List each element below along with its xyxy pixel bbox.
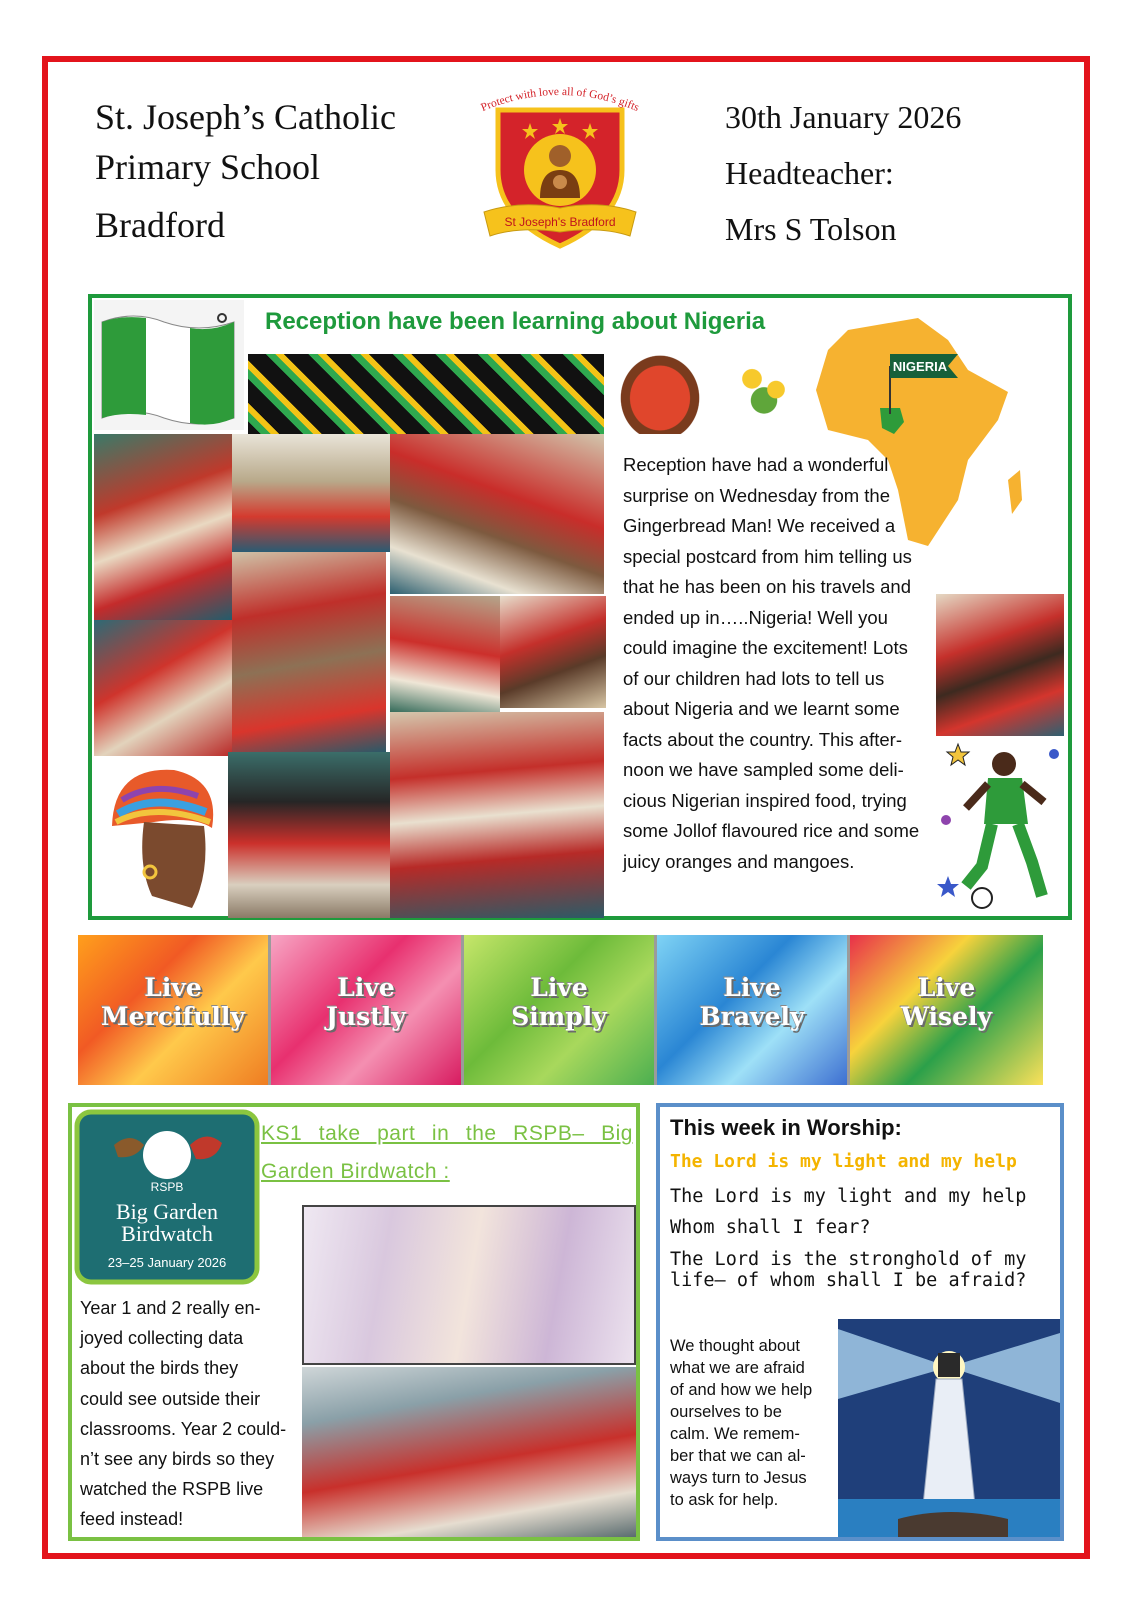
flowers-image <box>724 350 804 422</box>
badge-line2: Birdwatch <box>121 1221 213 1246</box>
value-label-wisely: Live Wisely <box>900 973 993 1031</box>
value-tile-wisely <box>850 935 1043 1085</box>
badge-dates: 23–25 January 2026 <box>107 1255 227 1270</box>
classroom-photo-3 <box>390 434 604 594</box>
worship-subtitle: The Lord is my light and my help <box>670 1151 1017 1172</box>
classroom-photo-4 <box>232 552 386 752</box>
headteacher-label: Headteacher: <box>725 155 894 191</box>
africa-map-label: NIGERIA <box>892 359 948 374</box>
worship-title: This week in Worship: <box>670 1115 902 1140</box>
worship-line3: The Lord is the stronghold of my life– of whom shall I be afraid? <box>670 1249 1027 1291</box>
child-eating-photo <box>936 594 1064 736</box>
classroom-photo-2 <box>232 434 390 552</box>
classroom-photo-9 <box>228 752 390 918</box>
school-name-line2: Primary School <box>95 147 320 187</box>
value-tile-justly <box>271 935 464 1085</box>
rspb-birdwatch-section <box>68 1103 640 1541</box>
value-tile-bravely <box>657 935 850 1085</box>
value-label-bravely: Live Bravely <box>699 973 805 1031</box>
nigeria-title: Reception have been learning about Nigeria <box>265 308 766 335</box>
classroom-photo-5 <box>94 620 232 756</box>
catholic-values-banner <box>78 935 1043 1085</box>
masthead-info <box>725 92 961 260</box>
big-garden-birdwatch-badge <box>74 1109 260 1285</box>
crest-motto: Protect with love all of God’s gifts <box>479 85 641 114</box>
nigeria-article-text: Reception have had a wonderful surprise on Wednesday from the Gingerbread Man! We received a special postcard from him telling us that he has been on his travels and ended up in…..Nigeria! Well you could imagine the excitement! Lots of our children had lots to tell us about Nigeria and we learnt some facts about the country. This after- noon we have sampled some deli- cious Nigerian inspired food, trying some Jollof flavoured rice and some juicy oranges and mangoes. <box>623 454 920 872</box>
headteacher-name: Mrs S Tolson <box>725 211 897 247</box>
value-label-justly: Live Justly <box>326 973 406 1031</box>
bird-workbook-photo <box>302 1205 636 1365</box>
school-name <box>95 92 396 250</box>
worship-reflection-text: We thought about what we are afraid of and how we help ourselves to be calm. We remem- ber that we can al- ways turn to Jesus to ask for help. <box>670 1337 813 1509</box>
value-tile-mercifully <box>78 935 271 1085</box>
african-pattern-border-image <box>248 354 604 434</box>
badge-rspb-label: RSPB <box>150 1180 184 1194</box>
lighthouse-painting-image <box>838 1319 1060 1537</box>
footballer-illustration <box>936 736 1064 916</box>
school-crest-logo <box>460 78 660 256</box>
rspb-article-text: Year 1 and 2 really en- joyed collecting data about the birds they could see outside their classrooms. Year 2 could- n’t see any birds so they watched the RSPB live feed instead! <box>80 1298 287 1530</box>
classroom-photo-6 <box>390 596 500 712</box>
school-name-line1: St. Joseph’s Catholic <box>95 97 397 137</box>
classroom-photo-8 <box>390 712 604 918</box>
crest-banner: St Joseph's Bradford <box>504 215 616 229</box>
value-label-mercifully: Live Mercifully <box>101 973 245 1031</box>
value-tile-simply <box>464 935 657 1085</box>
worship-line2: Whom shall I fear? <box>670 1217 871 1238</box>
newsletter-date: 30th January 2026 <box>725 99 962 135</box>
nigeria-article-body <box>623 450 933 877</box>
classroom-livefeed-photo <box>302 1367 636 1537</box>
value-label-simply: Live Simply <box>511 973 607 1031</box>
school-city: Bradford <box>95 205 225 245</box>
nigeria-section <box>88 294 1072 920</box>
worship-line1: The Lord is my light and my help <box>670 1186 1027 1207</box>
worship-psalm <box>670 1181 1060 1291</box>
nigeria-flag-image <box>94 300 244 430</box>
classroom-photo-1 <box>94 434 232 620</box>
worship-section <box>656 1103 1064 1541</box>
rspb-title: KS1 take part in the RSPB– Big Garden Birdwatch : <box>261 1122 633 1183</box>
badge-line1: Big Garden <box>115 1199 219 1224</box>
nigerian-woman-headwrap-illustration <box>94 756 228 916</box>
classroom-photo-7 <box>500 596 606 708</box>
jollof-rice-image <box>610 344 710 434</box>
